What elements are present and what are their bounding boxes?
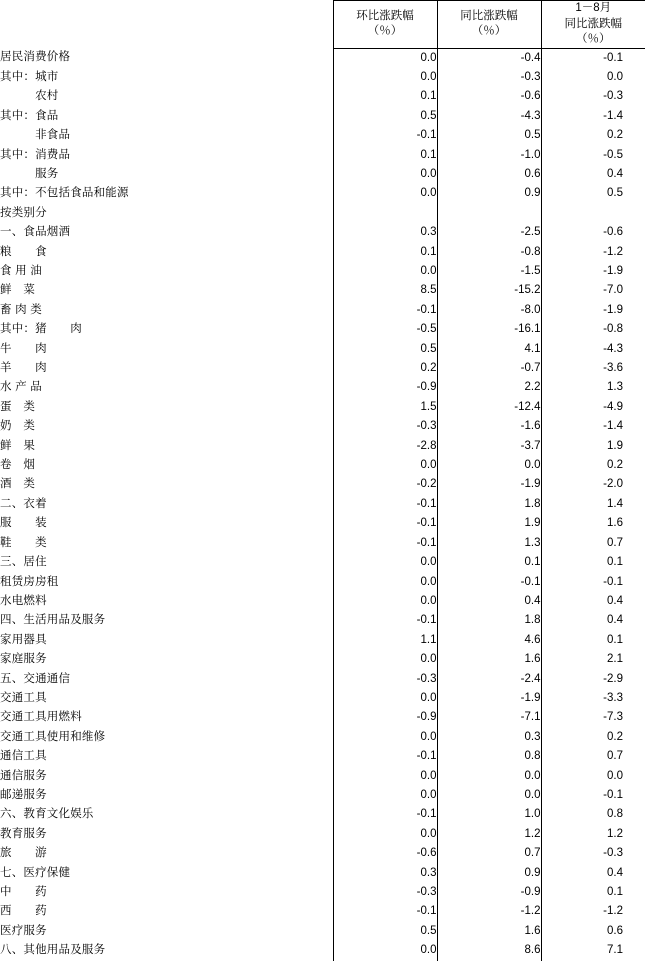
row-value-1: -0.1 [333, 301, 437, 320]
row-value-2: -15.2 [437, 281, 541, 300]
row-value-3: -4.9 [541, 398, 645, 417]
row-label: 六、教育文化娱乐 [0, 805, 333, 824]
row-value-2: 4.6 [437, 631, 541, 650]
row-value-1: -0.1 [333, 611, 437, 630]
table-row [0, 243, 645, 262]
row-value-1: 0.0 [333, 728, 437, 747]
table-row [0, 359, 645, 378]
row-value-1: -0.3 [333, 670, 437, 689]
row-label: 八、其他用品及服务 [0, 941, 333, 960]
row-label: 教育服务 [0, 825, 333, 844]
row-value-1: -0.9 [333, 378, 437, 397]
header-jan-aug-yoy-change [541, 1, 645, 49]
row-label: 食 用 油 [0, 262, 333, 281]
table-row [0, 146, 645, 165]
row-value-2: 0.6 [437, 165, 541, 184]
row-value-2: 0.0 [437, 456, 541, 475]
row-value-1: 0.1 [333, 146, 437, 165]
row-value-3: -0.6 [541, 223, 645, 242]
row-value-1: -0.1 [333, 902, 437, 921]
row-value-3: 0.2 [541, 728, 645, 747]
row-value-1: 0.0 [333, 165, 437, 184]
row-value-2: -0.7 [437, 359, 541, 378]
row-value-3: -3.6 [541, 359, 645, 378]
table-row [0, 68, 645, 87]
row-value-3: -1.9 [541, 262, 645, 281]
row-label: 服务 [0, 165, 333, 184]
row-label: 四、生活用品及服务 [0, 611, 333, 630]
header-yoy-line2: （％） [438, 24, 541, 40]
table-row [0, 825, 645, 844]
row-value-1: 0.0 [333, 553, 437, 572]
row-label: 交通工具使用和维修 [0, 728, 333, 747]
row-label: 西 药 [0, 902, 333, 921]
row-value-2: 0.9 [437, 864, 541, 883]
row-value-3: -0.1 [541, 48, 645, 68]
table-row [0, 417, 645, 436]
row-label: 中 药 [0, 883, 333, 902]
row-value-3: -1.9 [541, 301, 645, 320]
row-label: 其中：食品 [0, 107, 333, 126]
row-value-1: -0.6 [333, 844, 437, 863]
table-row [0, 107, 645, 126]
row-value-1: 0.0 [333, 48, 437, 68]
row-value-2: 0.0 [437, 767, 541, 786]
row-value-3: -4.3 [541, 340, 645, 359]
header-yoy-change [437, 1, 541, 49]
row-value-1: -0.2 [333, 475, 437, 494]
table-row [0, 650, 645, 669]
row-value-3: 0.5 [541, 184, 645, 203]
row-value-2: -1.2 [437, 902, 541, 921]
row-value-3: -1.2 [541, 243, 645, 262]
row-label: 水电燃料 [0, 592, 333, 611]
table-row [0, 922, 645, 941]
row-value-2: -3.7 [437, 437, 541, 456]
row-value-2 [437, 204, 541, 223]
table-row [0, 281, 645, 300]
row-label: 按类别分 [0, 204, 333, 223]
row-value-1: -0.5 [333, 320, 437, 339]
table-row [0, 689, 645, 708]
row-value-2: -0.4 [437, 48, 541, 68]
row-value-1: 0.0 [333, 262, 437, 281]
row-value-2: -0.6 [437, 87, 541, 106]
row-value-2: 1.2 [437, 825, 541, 844]
row-label: 酒 类 [0, 475, 333, 494]
row-label: 羊 肉 [0, 359, 333, 378]
row-label: 蛋 类 [0, 398, 333, 417]
row-label: 鞋 类 [0, 534, 333, 553]
row-label: 其中：消费品 [0, 146, 333, 165]
table-row [0, 475, 645, 494]
row-label: 家用器具 [0, 631, 333, 650]
row-value-2: 1.0 [437, 805, 541, 824]
row-value-3: 0.1 [541, 883, 645, 902]
row-value-3: -0.1 [541, 786, 645, 805]
table-row [0, 805, 645, 824]
row-value-2: -1.9 [437, 475, 541, 494]
row-label: 七、医疗保健 [0, 864, 333, 883]
row-value-3: 0.4 [541, 611, 645, 630]
row-value-1: 0.0 [333, 786, 437, 805]
row-value-2: -2.5 [437, 223, 541, 242]
table-row [0, 864, 645, 883]
table-row [0, 592, 645, 611]
header-jan-aug-line3: （％） [542, 32, 645, 48]
row-value-1: 0.0 [333, 456, 437, 475]
table-row [0, 340, 645, 359]
row-value-2: 1.8 [437, 495, 541, 514]
row-value-2: -7.1 [437, 708, 541, 727]
table-row [0, 941, 645, 960]
table-row [0, 378, 645, 397]
row-value-2: 0.7 [437, 844, 541, 863]
row-value-3: 0.1 [541, 553, 645, 572]
row-label: 通信工具 [0, 747, 333, 766]
row-label: 五、交通通信 [0, 670, 333, 689]
row-label: 奶 类 [0, 417, 333, 436]
row-value-1: 0.3 [333, 864, 437, 883]
row-value-2: -0.8 [437, 243, 541, 262]
row-value-1: -0.1 [333, 747, 437, 766]
row-label: 服 装 [0, 514, 333, 533]
table-row [0, 514, 645, 533]
row-value-3: 0.7 [541, 747, 645, 766]
header-yoy-line1: 同比涨跌幅 [438, 9, 541, 25]
row-value-2: 1.3 [437, 534, 541, 553]
table-row [0, 708, 645, 727]
table-row [0, 728, 645, 747]
row-label: 水 产 品 [0, 378, 333, 397]
table-row [0, 611, 645, 630]
row-value-3: -7.3 [541, 708, 645, 727]
row-label: 其中：猪 肉 [0, 320, 333, 339]
row-label: 通信服务 [0, 767, 333, 786]
table-row [0, 87, 645, 106]
row-value-1: -0.1 [333, 495, 437, 514]
header-label-col [0, 1, 333, 49]
row-value-1: -0.1 [333, 805, 437, 824]
row-value-3: -2.9 [541, 670, 645, 689]
row-value-3: -1.2 [541, 902, 645, 921]
row-value-2: -4.3 [437, 107, 541, 126]
row-value-2: -0.1 [437, 573, 541, 592]
row-value-2: 1.6 [437, 922, 541, 941]
row-value-2: 2.2 [437, 378, 541, 397]
table-row [0, 631, 645, 650]
row-value-1: -0.9 [333, 708, 437, 727]
row-value-2: 8.6 [437, 941, 541, 960]
row-value-2: -0.3 [437, 68, 541, 87]
row-value-1: -0.3 [333, 883, 437, 902]
row-value-2: 1.8 [437, 611, 541, 630]
row-value-2: 1.9 [437, 514, 541, 533]
row-value-3: -0.1 [541, 573, 645, 592]
row-value-2: 4.1 [437, 340, 541, 359]
table-row [0, 48, 645, 68]
row-value-3: -0.5 [541, 146, 645, 165]
row-value-3: 0.2 [541, 456, 645, 475]
row-value-3: 1.4 [541, 495, 645, 514]
row-label: 非食品 [0, 126, 333, 145]
row-value-3: 0.7 [541, 534, 645, 553]
table-row [0, 844, 645, 863]
row-value-2: -8.0 [437, 301, 541, 320]
table-row [0, 320, 645, 339]
row-value-3: -1.4 [541, 107, 645, 126]
row-value-1: 0.5 [333, 340, 437, 359]
table-header-row [0, 1, 645, 49]
row-value-3: 0.0 [541, 767, 645, 786]
row-value-3: 1.6 [541, 514, 645, 533]
row-value-2: 0.3 [437, 728, 541, 747]
row-value-1: -0.3 [333, 417, 437, 436]
table-row [0, 165, 645, 184]
row-value-3: 0.4 [541, 592, 645, 611]
row-value-1: 0.0 [333, 68, 437, 87]
table-row [0, 902, 645, 921]
row-value-2: -1.6 [437, 417, 541, 436]
table-row [0, 495, 645, 514]
row-value-3: 0.4 [541, 165, 645, 184]
row-value-1: 0.0 [333, 767, 437, 786]
row-value-3: 7.1 [541, 941, 645, 960]
table-row [0, 262, 645, 281]
row-value-3: 0.6 [541, 922, 645, 941]
table-row [0, 883, 645, 902]
row-value-1: 0.1 [333, 243, 437, 262]
row-label: 卷 烟 [0, 456, 333, 475]
row-value-3: 1.9 [541, 437, 645, 456]
row-value-1: 1.1 [333, 631, 437, 650]
table-row [0, 534, 645, 553]
header-jan-aug-line2: 同比涨跌幅 [542, 17, 645, 33]
row-value-1: 0.0 [333, 573, 437, 592]
row-value-1: 1.5 [333, 398, 437, 417]
table-row [0, 398, 645, 417]
row-value-1: 0.1 [333, 87, 437, 106]
row-value-1: 8.5 [333, 281, 437, 300]
row-value-2: 0.4 [437, 592, 541, 611]
row-label: 租赁房房租 [0, 573, 333, 592]
row-value-3: 0.1 [541, 631, 645, 650]
row-value-2: -0.9 [437, 883, 541, 902]
table-row [0, 553, 645, 572]
row-label: 旅 游 [0, 844, 333, 863]
row-value-1: 0.0 [333, 184, 437, 203]
row-value-2: -2.4 [437, 670, 541, 689]
table-row [0, 747, 645, 766]
table-row [0, 786, 645, 805]
table-row [0, 223, 645, 242]
row-value-3: 0.0 [541, 68, 645, 87]
header-mom-change [333, 1, 437, 49]
row-value-3: -1.4 [541, 417, 645, 436]
row-label: 交通工具 [0, 689, 333, 708]
row-label: 粮 食 [0, 243, 333, 262]
row-value-1: 0.3 [333, 223, 437, 242]
header-mom-line1: 环比涨跌幅 [334, 9, 437, 25]
table-row [0, 301, 645, 320]
table-row [0, 437, 645, 456]
table-row [0, 126, 645, 145]
row-value-1: -0.1 [333, 126, 437, 145]
row-value-3: 0.2 [541, 126, 645, 145]
row-value-2: -1.0 [437, 146, 541, 165]
row-value-2: -1.5 [437, 262, 541, 281]
row-label: 鲜 果 [0, 437, 333, 456]
row-value-1: -0.1 [333, 514, 437, 533]
table-body [0, 48, 645, 961]
row-value-2: -1.9 [437, 689, 541, 708]
row-value-3: -2.0 [541, 475, 645, 494]
row-value-3 [541, 204, 645, 223]
row-value-1: 0.0 [333, 825, 437, 844]
row-value-1 [333, 204, 437, 223]
row-label: 邮递服务 [0, 786, 333, 805]
row-value-2: 0.9 [437, 184, 541, 203]
row-value-1: 0.0 [333, 592, 437, 611]
row-value-1: 0.0 [333, 689, 437, 708]
row-label: 交通工具用燃料 [0, 708, 333, 727]
row-value-2: -16.1 [437, 320, 541, 339]
row-value-3: 0.8 [541, 805, 645, 824]
table-row [0, 184, 645, 203]
row-value-1: 0.5 [333, 922, 437, 941]
row-value-2: 0.0 [437, 786, 541, 805]
row-value-2: 1.6 [437, 650, 541, 669]
row-value-3: -0.3 [541, 844, 645, 863]
row-value-3: -0.3 [541, 87, 645, 106]
table-row [0, 767, 645, 786]
row-value-1: -0.1 [333, 534, 437, 553]
row-label: 鲜 菜 [0, 281, 333, 300]
row-value-3: 2.1 [541, 650, 645, 669]
row-label: 畜 肉 类 [0, 301, 333, 320]
table-row [0, 204, 645, 223]
row-label: 医疗服务 [0, 922, 333, 941]
table-row [0, 670, 645, 689]
row-value-3: 0.4 [541, 864, 645, 883]
row-label: 三、居住 [0, 553, 333, 572]
row-value-1: 0.0 [333, 941, 437, 960]
row-label: 其中：不包括食品和能源 [0, 184, 333, 203]
row-value-2: 0.1 [437, 553, 541, 572]
row-value-1: 0.5 [333, 107, 437, 126]
row-value-3: -7.0 [541, 281, 645, 300]
row-value-3: 1.2 [541, 825, 645, 844]
row-label: 农村 [0, 87, 333, 106]
row-value-2: -12.4 [437, 398, 541, 417]
header-jan-aug-line1: 1－8月 [542, 1, 645, 17]
row-label: 牛 肉 [0, 340, 333, 359]
row-value-1: 0.0 [333, 650, 437, 669]
row-value-2: 0.8 [437, 747, 541, 766]
table-row [0, 456, 645, 475]
row-value-3: -0.8 [541, 320, 645, 339]
row-value-2: 0.5 [437, 126, 541, 145]
row-value-3: 1.3 [541, 378, 645, 397]
row-label: 居民消费价格 [0, 48, 333, 68]
table-row [0, 573, 645, 592]
row-label: 一、食品烟酒 [0, 223, 333, 242]
header-mom-line2: （％） [334, 24, 437, 40]
row-value-1: -2.8 [333, 437, 437, 456]
row-value-3: -3.3 [541, 689, 645, 708]
row-label: 二、衣着 [0, 495, 333, 514]
row-label: 家庭服务 [0, 650, 333, 669]
row-label: 其中：城市 [0, 68, 333, 87]
row-value-1: 0.2 [333, 359, 437, 378]
